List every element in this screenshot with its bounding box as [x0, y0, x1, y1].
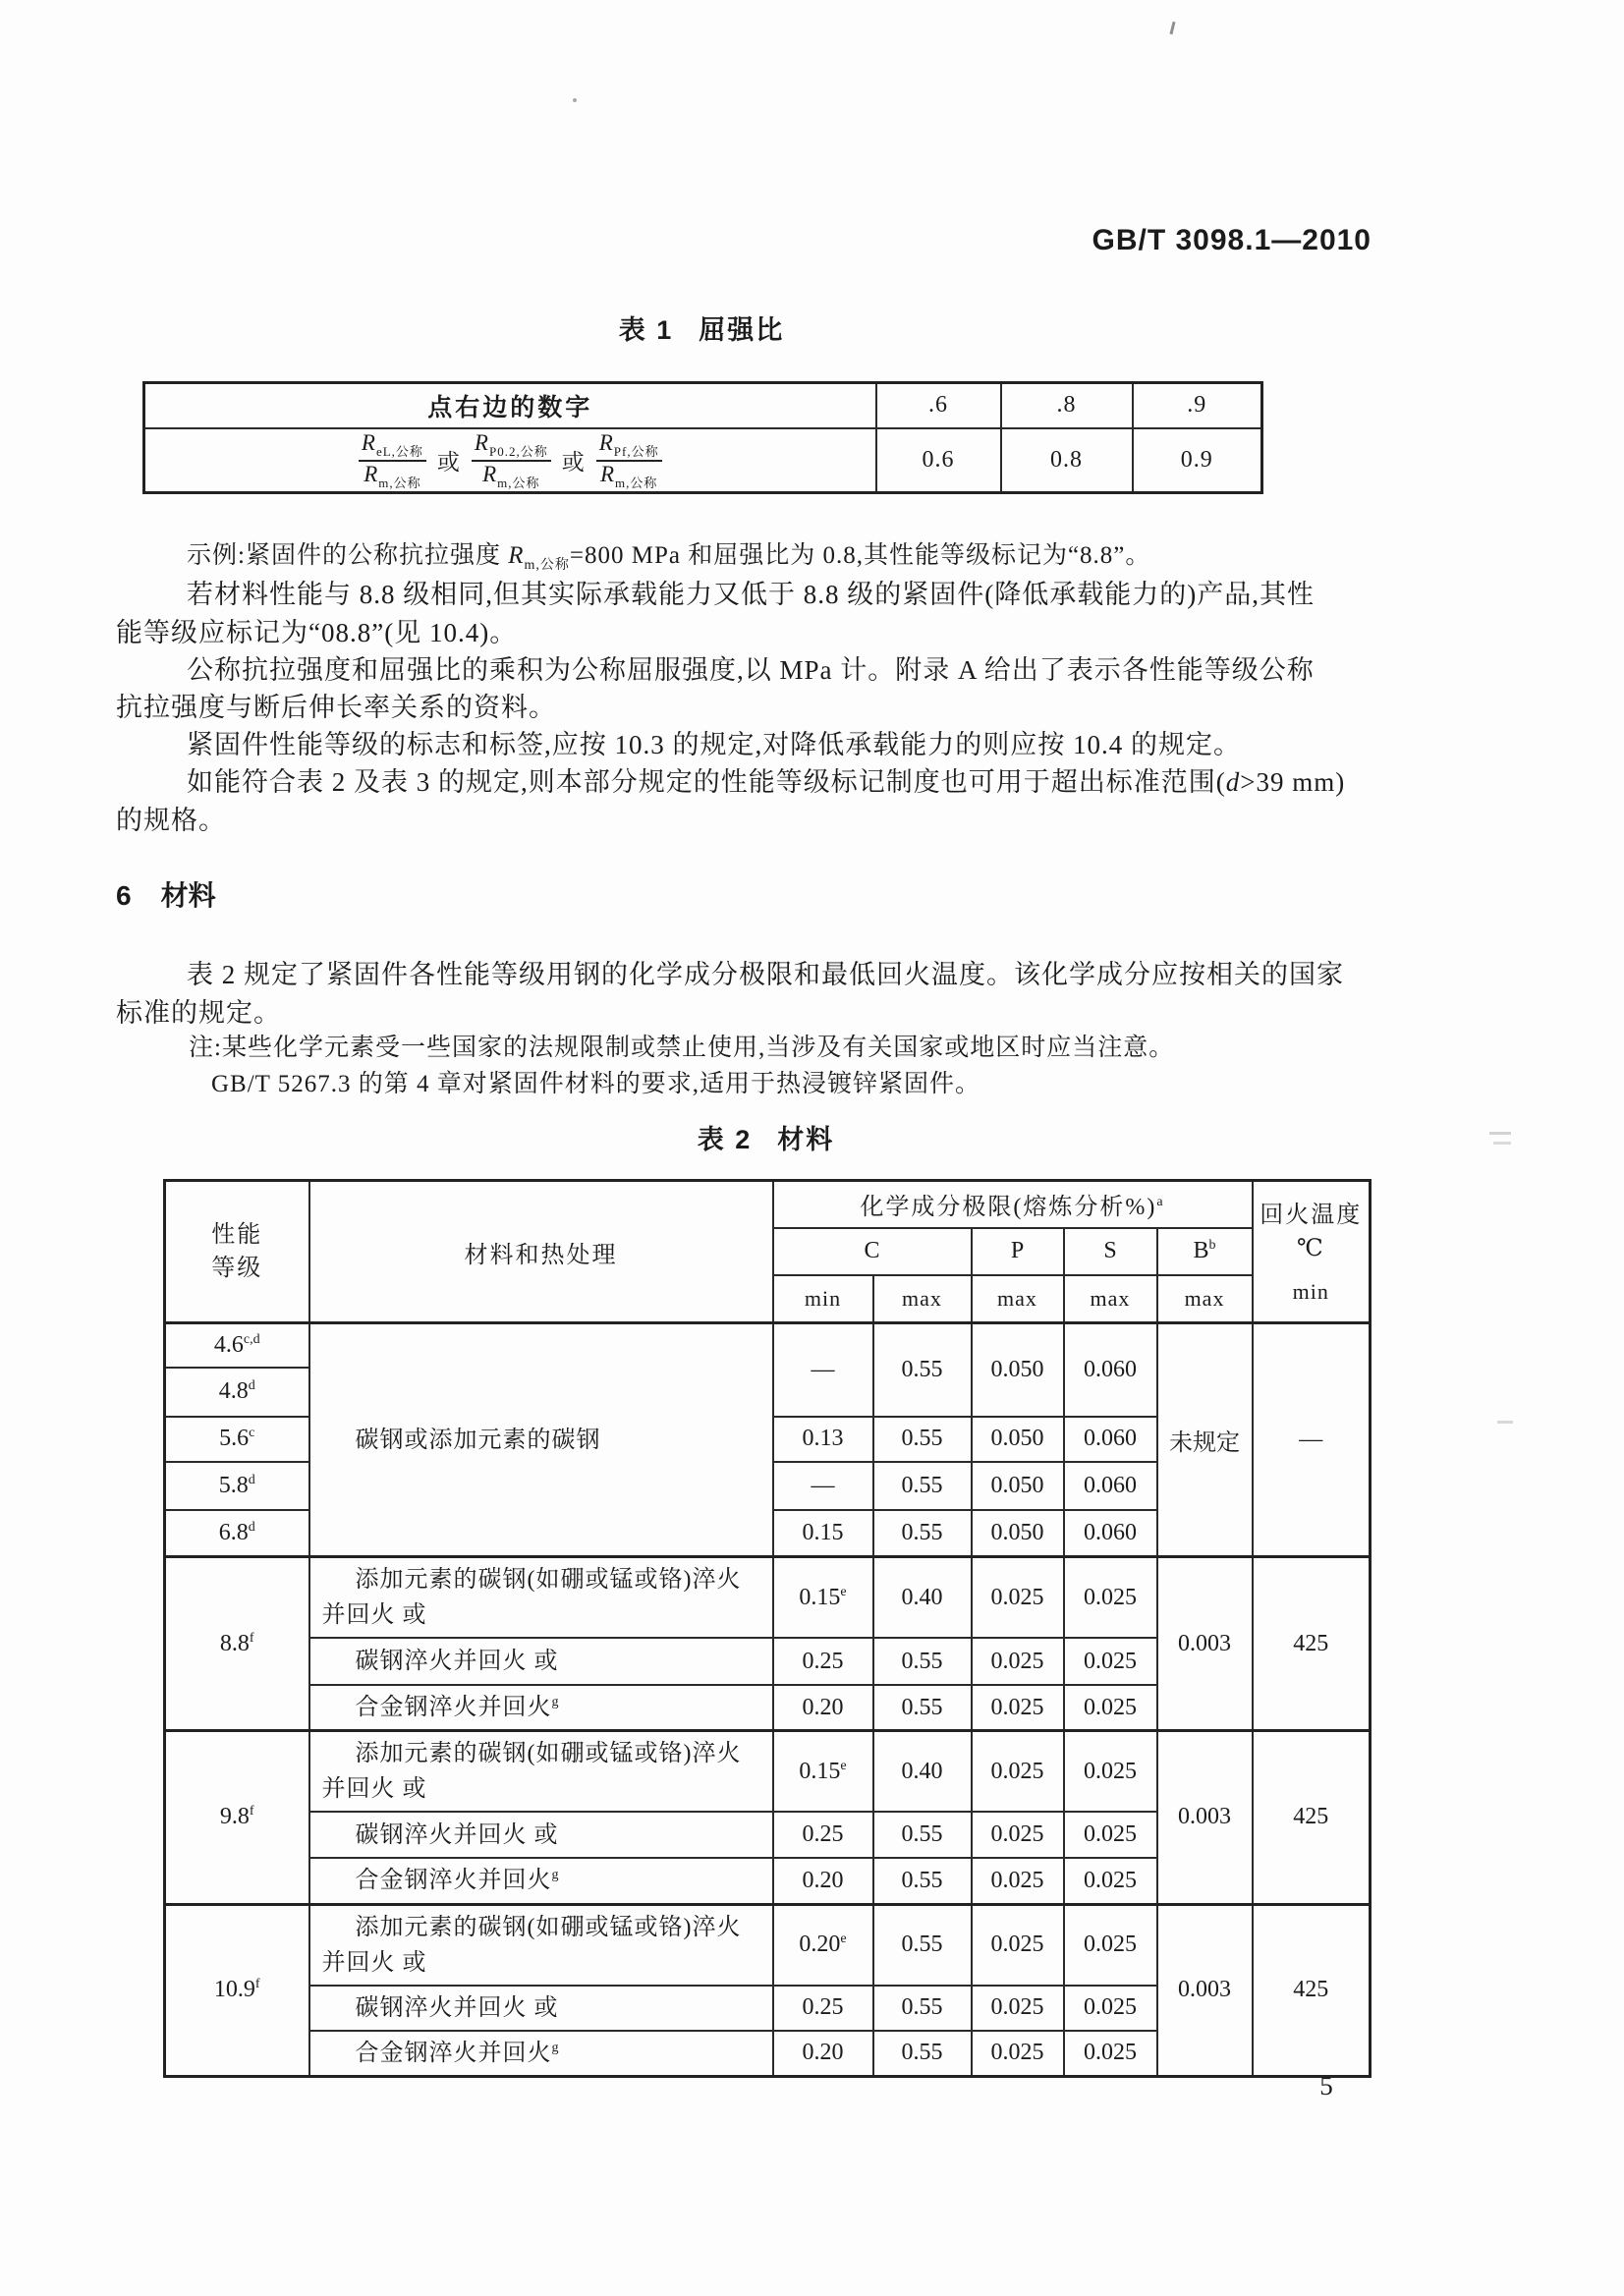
digit-value-cell: .6	[876, 383, 1001, 428]
boron-column-header	[1157, 1228, 1253, 1275]
value-text: 0.25	[802, 1994, 844, 2020]
digit-value-cell: .9	[1133, 383, 1262, 428]
formula-symbol: R	[599, 461, 615, 486]
value-cell: 0.13	[773, 1417, 873, 1462]
section-number: 6	[116, 880, 132, 911]
material-text: 碳钢淬火并回火 或	[355, 1649, 559, 1674]
value-text: 0.15	[799, 1758, 841, 1784]
value-cell: 0.025	[1064, 1731, 1157, 1813]
value-text: 0.20	[799, 1932, 841, 1957]
value-cell	[773, 1858, 873, 1904]
paragraph-text: 如能符合表 2 及表 3 的规定,则本部分规定的性能等级标记制度也可用于超出标准范围(	[187, 767, 1226, 797]
table2-title-text: 材料	[777, 1125, 835, 1154]
or-connector: 或	[561, 449, 586, 475]
value-cell	[773, 1638, 873, 1685]
value-text: 0.25	[802, 1648, 844, 1674]
grade-cell	[165, 1731, 309, 1905]
scan-artifact	[1489, 1132, 1511, 1135]
value-cell	[773, 1986, 873, 2031]
grade-label: 10.9	[213, 1977, 255, 2002]
value-cell: 0.025	[1064, 1812, 1157, 1858]
grade-cell	[165, 1510, 309, 1557]
value-cell: 0.050	[972, 1462, 1064, 1510]
digit-value-cell: .8	[1001, 383, 1133, 428]
value-cell: 0.060	[1064, 1323, 1157, 1417]
paragraph-text: >39 mm)	[1240, 767, 1346, 797]
grade-label: 5.8	[218, 1472, 249, 1498]
max-header: max	[972, 1275, 1064, 1323]
table1-title-text: 屈强比	[699, 315, 785, 345]
table-row	[144, 428, 1262, 493]
formula-subscript: eL,公称	[375, 443, 423, 459]
header-text: 回火温度	[1260, 1203, 1363, 1228]
variable-R: R	[508, 542, 525, 569]
footnote-superscript: f	[254, 1977, 260, 1991]
scan-artifact	[573, 98, 577, 102]
material-text: 添加元素的碳钢(如硼或锰或铬)淬火并回火 或	[321, 1741, 742, 1802]
material-cell	[309, 1904, 773, 1986]
carbon-column-header: C	[773, 1228, 972, 1275]
or-connector: 或	[436, 449, 461, 475]
section-heading-materials	[116, 874, 216, 914]
header-text: 等级	[211, 1256, 263, 1281]
value-cell: 0.025	[972, 1812, 1064, 1858]
formula-symbol: R	[598, 429, 614, 455]
value-cell: 0.55	[873, 1904, 972, 1986]
material-cell	[309, 2031, 773, 2077]
value-cell: 0.025	[972, 2031, 1064, 2077]
value-cell: 0.15	[773, 1510, 873, 1557]
page-number: 5	[1319, 2071, 1333, 2100]
footnote-superscript: d	[248, 1519, 255, 1535]
material-text: 合金钢淬火并回火	[355, 2040, 552, 2066]
sulfur-column-header: S	[1064, 1228, 1157, 1275]
value-cell	[773, 1685, 873, 1731]
footnote-superscript: e	[840, 1758, 847, 1773]
table1-title-prefix: 表 1	[618, 315, 674, 345]
boron-value-cell: 未规定	[1157, 1323, 1253, 1557]
header-text: 化学成分极限(熔炼分析%)	[860, 1195, 1157, 1221]
table-row	[165, 1904, 1371, 1986]
value-cell: 0.025	[1064, 1557, 1157, 1639]
material-cell: 碳钢或添加元素的碳钢	[309, 1323, 773, 1557]
value-cell: 0.050	[972, 1510, 1064, 1557]
value-cell: 0.55	[873, 1812, 972, 1858]
scan-artifact	[1497, 1421, 1513, 1424]
table-row	[165, 1731, 1371, 1813]
table-header-row	[165, 1181, 1371, 1228]
paragraph-line: 若材料性能与 8.8 级相同,但其实际承载能力又低于 8.8 级的紧固件(降低承载能力的)产品,其性	[187, 580, 1315, 609]
value-cell: 0.050	[972, 1323, 1064, 1417]
value-cell: 0.40	[873, 1731, 972, 1813]
formula-subscript: Pf,公称	[613, 443, 659, 459]
table2-title	[163, 1118, 1369, 1156]
table2-materials	[163, 1179, 1372, 2078]
material-cell	[309, 1638, 773, 1685]
value-cell: 0.025	[972, 1557, 1064, 1639]
scan-artifact	[1169, 22, 1175, 34]
paragraph-line: 能等级应标记为“08.8”(见 10.4)。	[116, 618, 518, 647]
footnote-superscript: b	[1208, 1238, 1216, 1253]
formula-subscript: m,公称	[615, 475, 658, 490]
formula-subscript: P0.2,公称	[488, 443, 548, 459]
material-cell	[309, 1685, 773, 1731]
material-text: 碳钢淬火并回火 或	[355, 1994, 559, 2021]
table-row	[165, 1557, 1371, 1639]
yield-ratio-formula-cell	[144, 428, 876, 493]
example-text: =800 MPa 和屈强比为 0.8,其性能等级标记为“8.8”。	[569, 542, 1151, 569]
boron-value-cell: 0.003	[1157, 1904, 1253, 2076]
material-cell	[309, 1557, 773, 1639]
table1-title	[142, 308, 1260, 347]
ratio-value-cell: 0.8	[1001, 428, 1133, 493]
value-cell: 0.025	[1064, 2031, 1157, 2077]
material-cell	[309, 1858, 773, 1904]
grade-cell	[165, 1557, 309, 1731]
variable-subscript: m,公称	[524, 558, 570, 573]
grade-cell	[165, 1368, 309, 1417]
value-cell: 0.050	[972, 1417, 1064, 1462]
chemical-limits-group-header	[773, 1181, 1253, 1228]
value-cell: 0.025	[972, 1731, 1064, 1813]
header-text: 性能	[211, 1222, 263, 1248]
temper-value-cell: —	[1253, 1323, 1371, 1557]
boron-value-cell: 0.003	[1157, 1731, 1253, 1905]
temper-value-cell: 425	[1253, 1731, 1371, 1905]
footnote-superscript: g	[551, 1868, 560, 1883]
header-text: min	[1292, 1279, 1329, 1304]
material-cell	[309, 1812, 773, 1858]
value-cell: 0.55	[873, 2031, 972, 2077]
yield-ratio-formula	[145, 430, 875, 490]
material-column-header: 材料和热处理	[309, 1181, 773, 1323]
ratio-value-cell: 0.9	[1133, 428, 1262, 493]
paragraph-line: 公称抗拉强度和屈强比的乘积为公称屈服强度,以 MPa 计。附录 A 给出了表示各性能等级公称	[187, 655, 1315, 685]
footnote-superscript: g	[551, 1695, 560, 1709]
formula-symbol: R	[364, 461, 379, 486]
tempering-temp-column-header	[1253, 1181, 1371, 1323]
phosphorus-column-header: P	[972, 1228, 1064, 1275]
formula-subscript: m,公称	[378, 475, 421, 490]
fraction	[472, 430, 551, 490]
grade-cell	[165, 1323, 309, 1368]
max-header: max	[873, 1275, 972, 1323]
value-text: 0.20	[802, 1867, 844, 1893]
formula-symbol: R	[361, 429, 376, 455]
grade-cell	[165, 1417, 309, 1462]
variable-d: d	[1225, 767, 1241, 797]
footnote-superscript: e	[840, 1584, 847, 1599]
value-text: 0.20	[802, 1694, 844, 1720]
paragraph-line: 紧固件性能等级的标志和标签,应按 10.3 的规定,对降低承载能力的则应按 10.4 的规定。	[187, 730, 1241, 759]
table1-yield-ratio	[142, 381, 1263, 494]
grade-label: 4.8	[218, 1378, 249, 1404]
value-cell: 0.025	[1064, 1685, 1157, 1731]
min-header: min	[773, 1275, 873, 1323]
scan-artifact	[1493, 1142, 1511, 1145]
footnote-superscript: f	[249, 1804, 254, 1820]
value-cell: 0.025	[1064, 1904, 1157, 1986]
footnote-superscript: d	[248, 1472, 255, 1487]
material-text: 添加元素的碳钢(如硼或锰或铬)淬火并回火 或	[321, 1914, 742, 1976]
footnote-superscript: d	[248, 1378, 255, 1393]
grade-label: 4.6	[213, 1331, 244, 1358]
table-row	[144, 383, 1262, 428]
paragraph-line	[116, 760, 1521, 799]
boron-value-cell: 0.003	[1157, 1557, 1253, 1731]
max-header: max	[1157, 1275, 1253, 1323]
header-text: ℃	[1296, 1236, 1325, 1261]
grade-cell	[165, 1904, 309, 2076]
note-line: GB/T 5267.3 的第 4 章对紧固件材料的要求,适用于热浸镀锌紧固件。	[211, 1071, 980, 1097]
temper-value-cell: 425	[1253, 1557, 1371, 1731]
value-cell: 0.025	[1064, 1638, 1157, 1685]
table-row	[165, 1323, 1371, 1368]
footnote-superscript: a	[1156, 1195, 1165, 1210]
footnote-superscript: c,d	[243, 1331, 260, 1347]
value-cell: —	[773, 1323, 873, 1417]
value-cell: 0.55	[873, 1462, 972, 1510]
material-cell	[309, 1986, 773, 2031]
value-cell: 0.025	[972, 1858, 1064, 1904]
value-cell: 0.40	[873, 1557, 972, 1639]
value-text: 0.20	[802, 2040, 844, 2065]
value-cell	[773, 2031, 873, 2077]
value-cell: 0.025	[972, 1904, 1064, 1986]
value-cell: 0.55	[873, 1323, 972, 1417]
value-cell: 0.025	[972, 1986, 1064, 2031]
value-cell	[773, 1731, 873, 1813]
value-cell: 0.025	[1064, 1858, 1157, 1904]
material-text: 添加元素的碳钢(如硼或锰或铬)淬火并回火 或	[321, 1567, 742, 1628]
formula-symbol: R	[474, 429, 489, 455]
standard-code-header: GB/T 3098.1—2010	[1092, 224, 1372, 256]
footnote-superscript: c	[249, 1426, 255, 1440]
grade-label: 9.8	[219, 1804, 250, 1830]
footnote-superscript: f	[249, 1630, 254, 1646]
fraction	[596, 430, 662, 490]
formula-symbol: R	[482, 461, 498, 486]
value-cell: 0.060	[1064, 1510, 1157, 1557]
value-cell	[773, 1904, 873, 1986]
max-header: max	[1064, 1275, 1157, 1323]
material-cell	[309, 1731, 773, 1813]
paragraph-line: 的规格。	[116, 806, 226, 835]
grade-column-header	[165, 1181, 309, 1323]
value-cell: —	[773, 1462, 873, 1510]
digits-right-of-point-header: 点右边的数字	[144, 383, 876, 428]
value-cell	[773, 1812, 873, 1858]
value-cell: 0.025	[1064, 1986, 1157, 2031]
value-cell: 0.55	[873, 1417, 972, 1462]
grade-label: 6.8	[218, 1519, 249, 1545]
formula-subscript: m,公称	[497, 475, 540, 490]
ratio-value-cell: 0.6	[876, 428, 1001, 493]
material-text: 合金钢淬火并回火	[355, 1695, 552, 1720]
value-cell: 0.55	[873, 1685, 972, 1731]
footnote-superscript: g	[551, 2040, 560, 2055]
material-text: 合金钢淬火并回火	[355, 1868, 552, 1894]
paragraph-line: 标准的规定。	[116, 998, 281, 1028]
paragraph-example	[116, 535, 1521, 574]
value-cell: 0.025	[972, 1638, 1064, 1685]
note-line: 注:某些化学元素受一些国家的法规限制或禁止使用,当涉及有关国家或地区时应当注意。	[189, 1035, 1175, 1061]
value-cell: 0.55	[873, 1638, 972, 1685]
value-cell: 0.55	[873, 1986, 972, 2031]
value-cell: 0.060	[1064, 1462, 1157, 1510]
value-cell: 0.55	[873, 1510, 972, 1557]
material-text: 碳钢淬火并回火 或	[355, 1821, 559, 1848]
paragraph-line: 表 2 规定了紧固件各性能等级用钢的化学成分极限和最低回火温度。该化学成分应按相关的国家	[187, 960, 1344, 989]
grade-cell	[165, 1462, 309, 1510]
paragraph-line: 抗拉强度与断后伸长率关系的资料。	[116, 693, 556, 722]
temper-value-cell: 425	[1253, 1904, 1371, 2076]
section-title: 材料	[160, 880, 216, 911]
value-cell	[773, 1557, 873, 1639]
footnote-superscript: e	[840, 1932, 847, 1946]
grade-label: 8.8	[219, 1630, 250, 1656]
fraction	[359, 430, 426, 490]
grade-label: 5.6	[219, 1426, 250, 1451]
value-text: 0.25	[802, 1821, 844, 1847]
value-cell: 0.060	[1064, 1417, 1157, 1462]
example-text: 示例:紧固件的公称抗拉强度	[187, 542, 509, 569]
header-text: B	[1193, 1238, 1209, 1263]
value-text: 0.15	[799, 1584, 841, 1610]
value-cell: 0.55	[873, 1858, 972, 1904]
value-cell: 0.025	[972, 1685, 1064, 1731]
table2-title-prefix: 表 2	[697, 1125, 753, 1154]
